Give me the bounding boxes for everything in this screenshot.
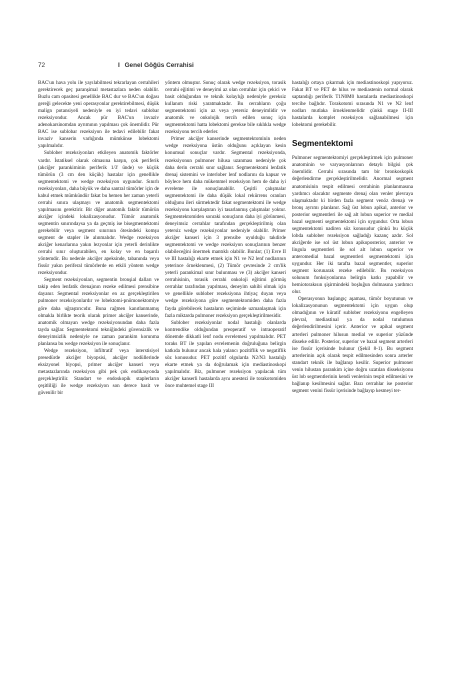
paragraph: Wedge rezeksiyon, infiltratif veya interstisiyel presedürde akciğer biyopsisi, akciğer nodüllerinde eksizyonel biyopsi, primer akciğer kanseri veya metastazlarında rezeksiyon gibi pek çok endikasyonda gerçekleştirilir. Standart ve endoskopik staplerların çeşitliliği ile wedge rezeksiyon son derece basit ve güvenilir bir — [38, 347, 159, 397]
paragraph: Segment rezeksiyonları, segmentin bronşial dalları ve takip eden lenfatik drenajının rezeke edilmesi prensibine dayanır. Segmental rezeksiyonlar en az gerçekleştirilen pulmoner rezeksiyonlardır ve lobektomi-pnömonektomiye göre daha uğraştırıcıdır. Buna rağmen kanıtlanmamış olmakla birlikte teorik olarak primer akciğer kanserinde, anatomik olmayan wedge rezeksiyonundan daha fazla tayda sağlar. Segmentektomi tekniğindeki güvensizlik ve deneyimsizlik nedeniyle ne zaman parankim korunma planlansa bu wedge rezeksiyon ile sonuçlanır. — [38, 277, 159, 347]
chapter-number: I — [118, 62, 120, 69]
paragraph: Primer akciğer kanserinde segmentektominin neden wedge rezeksiyona üstün olduğunu açıklayan kesin konumsal sonuçlar vardır. Segmental rezeksiyonda, rezeksiyonun pulmoner hilusa uzanması nedeniyle çok daha derin cerrahi sınır sağlanır. Segmentektomi lenfatik drenaj sistemini ve interlober lenf nodlarını da kapsar ve böylece hem daha mükemmel rezeksiyon hem de daha iyi evreleme ile sonuçlanabilir. Çeşitli çalışmalar segmentektomi ile daha düşük lokal rekürrens oranları olduğunu ileri sürmektedir fakat segmentektomi ile wedge rezeksiyonu karşılaştıran iyi tasarlanmış çalışmalar yoktur. Segmentektomiden sonraki sonuçların daha iyi görünmesi, deneyimsiz cerrahlar tarafından gerçekleştirilmiş olan yetersiz wedge rezeksiyonlar nedeniyle olabilir. Primer akciğer kanseri için 3 prensibe uyulduğu takdirde segmentektomi ve wedge rezeksiyon sonuçlarının benzer olabileceğini önermek mantıklı olabilir. Bunlar; (1) Evre II ve III hastalığı ekarte etmek için N1 ve N2 lenf nodlarının yeterince örneklenmesi, (2) Tümör çevresinde 2 cm'lik yeterli parankimal sınır bulunması ve (3) akciğer kanseri cerrahisinin, torasik cerrahi onkoloji eğitimi görmüş cerrahlar tarafından yapılması, deneyim sahibi olmak için ve genellikle sublober rezeksiyona ihtiyaç duyan veya wedge rezeksiyona göre segmentektomiden daha fazla fayda görebilecek hastaların seçiminde uzmanlaşmak için fazla miktarda pulmoner rezeksiyon gerçekleştirilmesidir. — [165, 136, 286, 319]
paragraph: BAC'un hava yolu ile yayılabilmesi tekrarlayan cerrahileri gerektirecek geç paranşimal metastazlara neden olabilir. Buzlu cam opasitesi genellikle BAC dur ve BAC'un doğası gereği gelecekte yeni operasyonlar gerektirebilmesi, düşük malign potansiyeli nedeniyle en iyi tedavi sublobar rezeksiyondur. Ancak pür BAC'un invaziv adenokarsinomdan ayrımının yapılması çok önemlidir. Pür BAC ise sublobar rezeksiyon ile tedavi edilebilir fakat invaziv kanserin varlığında mümkünse lobektomi yapılmalıdır. — [38, 80, 159, 150]
paragraph: Operasyonun başlangıç aşaması, tümör boyutunun ve lokalizasyonunun segmentektomi için uygun olup olmadığının ve küratif sublober rezeksiyonu engelleyen plevral, mediastinal ya da nodal tutulumun değerlendirilmesini içerir. Anterior ve apikal segment arterleri pulmoner hilusun medial ve superior yüzünde disseke edilir. Posterior, superior ve bazal segment arterleri ise fissür içerisinde bulunur (Şekil 8-1). Bu segment arterlerinin açık olarak tespit edilmesinden sonra arterler standart teknik ile bağlanıp kesilir. Superior pulmoner venin hilustan parankim içine doğru uzatılan disseksiyonu üst lob segmentlerinin kendi venlerinin tespit edilmesini ve bağlanıp kesilmesini sağlar. Bazı cerrahlar ise posterior segment venini fissür içerisinde bağlayıp kesmeyi ter- — [292, 296, 413, 394]
paragraph: Sublober rezeksiyonları etkileyen anatomik faktörler vardır. İstatiksel olarak olmasına karşın, çok periferik (akciğer parankiminin periferik 1/3' ünde) ve küçük tümörün (3 cm den küçük) hastalar için genellikle segmentektomi ve wedge rezeksiyon uygundur. Sınırlı rezeksiyonları, daha büyük ve daha santral tümörler için de kabul etmek mümkündür fakat bu hemen her zaman yeterli cerrahi sınıra ulaşmayı ve anatomik segmentektomi yapılmasını gerektirir. Bir diğer anatomik faktör tümörün akciğer içindeki lokalizasyonudur. Tümör anatomik segmentin sınırındaysa ya da geçmiş ise bisegmentektomi gerekebilir veya segment sınırının ötesindeki komşu segment de stapler ile alınmalıdır. Wedge rezeksiyon akciğer kenarlarına yakın lezyonlar için yeterli derinlikte cerrahi sınır oluşturabilen, en kolay ve en başarılı yöntemdir. Bu nedenle akciğer apeksinde, tabanında veya fissür yakın periferal tümörlerde en etkili yöntem wedge rezeksiyondur. — [38, 150, 159, 277]
chapter-heading — [118, 62, 194, 69]
paragraph: Pulmoner segmentektomiyi gerçekleştirmek için pulmoner anatominin ve varyasyonlarının detaylı bilgisi çok önemlidir. Cerrahi sırasında tam bir bronkoskopik değerlendirme gerçekleştirilmelidir. Anormal segment anatomisinin tespit edilmesi cerrahinin planlanmasına yardımcı olacaktır segmente drenaj olan venler plevraya ulaşmaktadır ki birden fazla segment venöz drenajı ve bronş ayrımı planlanır. Sağ üst lobun apikal, anterior ve posterior segmentleri ile sağ alt lobun superior ve medial bazal segmenti segmentektomi için uygundur. Orta lobun segmentektomi nadiren söz konusudur çünkü bu küçük lobda sublober rezeksiyon sağladığı kazanç azdır. Sol akciğerde ise sol üst lobun apikoposterior, anterior ve lingula segmentleri ile sol alt lobun superior ve anteromedial bazal segmentleri segmentektomi için uygundur. Her iki tarafta bazal segmentler, superior segment korunarak rezeke edilebilir. Bu rezeksiyon solunum fonksiyonlarına belirgin katkı yapabilir ve hemiotorakısın şişirmindeki boşluğun dolmasına yardımcı olur. — [292, 155, 413, 296]
paragraph: hastalığı ortaya çıkarmak için mediastinoskopi yapıyoruz. Fakat BT ve PET de hilus ve mediastenin normal olarak saptandığı periferik T1N0M0 hastalarda mediastinoskopi tercihe bağlıdır. Torakotomi sırasında N1 ve N2 lenf nodları mutlaka örneklenmelidir çünkü stage II-III hastalarda komplet rezeksiyon sağlanabilmesi için lobektomi gerekebilir. — [292, 80, 413, 129]
text-column-right — [292, 80, 413, 640]
chapter-title: Genel Göğüs Cerrahisi — [124, 62, 194, 69]
page-number: 72 — [38, 62, 46, 69]
paragraph: yöntem olmuştur. Sonuç olarak wedge rezeksiyon, torasik cerrahi eğitimi ve deneyimi az olan cerrahlar için çekici ve basit olduğundan ve teknik kolaylığı nedeniyle gereksiz kullanım riski yaratmaktadır. Bu cerrahların çoğu segmentektomi için az veya yetersiz deneyimlidir ve anatomik ve onkolojik tercih edilen sonuç için segmentektomi hatta lobektomi gerekse bile sıklıkla wedge rezeksiyonu tercih ederler. — [165, 80, 286, 136]
text-column-middle — [165, 80, 286, 640]
running-header — [38, 62, 418, 72]
paragraph: Sublober rezeksiyonlar nodal hastalığı olanlarda kontrendike olduğundan preoperatif ve intraoperatif dönemde dikkatli lenf nodu evrelemesi yapılmalıdır. PET toraks BT ile yapılan evrelemenin doğruluğuna belirgin katkıda bulunur ancak hala yalancı pozitiflik ve negatiflik söz konusudur. PET pozitif olgularda N2/N3 hastalığı ekarte etmek ya da doğrulamak için mediastinoskopi yapılmalıdır. Biz, pulmoner rezeksiyon yapılacak tüm akciğer kanserli hastalarda aynı anestezi ile torakotomiden önce muhtemel stage III — [165, 319, 286, 390]
section-title: Segmentektomi — [292, 139, 353, 149]
text-column-left — [38, 80, 159, 640]
